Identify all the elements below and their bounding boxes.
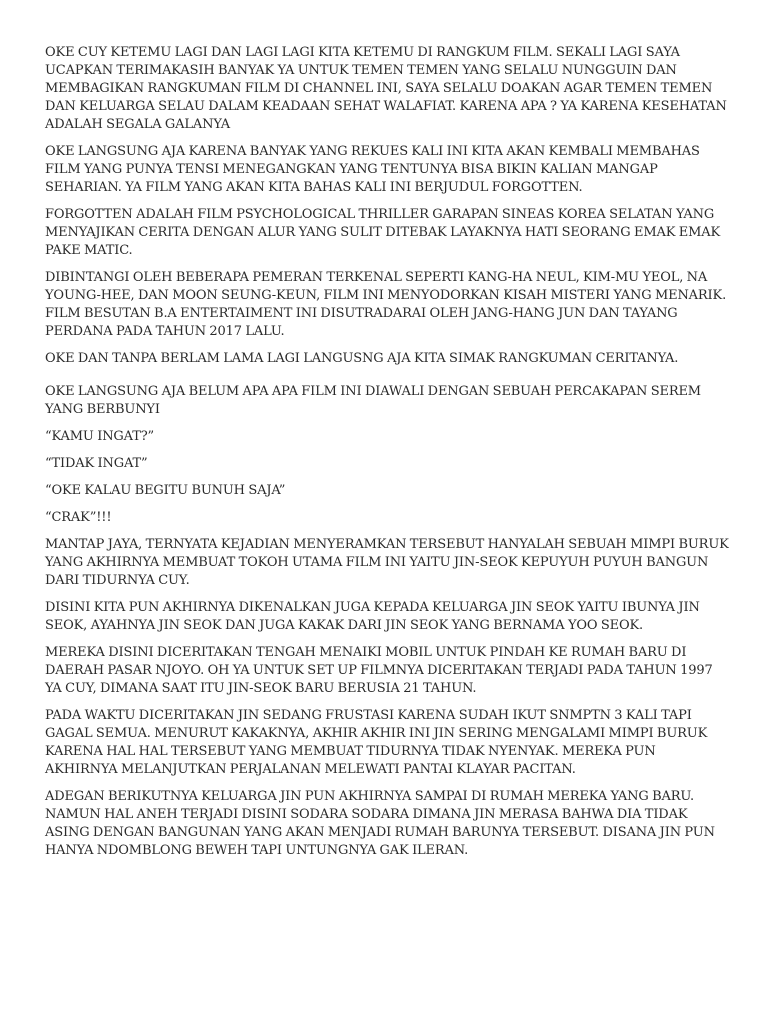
paragraph-request: OKE LANGSUNG AJA KARENA BANYAK YANG REKUES KALI INI KITA AKAN KEMBALI MEMBAHAS FILM YANG PUNYA TENSI MENEGANGKAN YANG TENTUNYA BISA BIKIN KALIAN MANGAP SEHARIAN. YA FILM YANG AKAN KITA BAHAS KALI INI BERJUDUL FORGOTTEN. xyxy=(45,144,700,195)
paragraph-arrival: ADEGAN BERIKUTNYA KELUARGA JIN PUN AKHIRNYA SAMPAI DI RUMAH MEREKA YANG BARU. NAMUN HAL ANEH TERJADI DISINI SODARA SODARA DIMANA JIN MERASA BAHWA DIA TIDAK ASING DENGAN BANGUNAN YANG AKAN MENJADI RUMAH BARUNYA TERSEBUT. DISANA JIN PUN HANYA NDOMBLONG BEWEH TAPI UNTUNGNYA GAK ILERAN. xyxy=(45,789,715,858)
dialogue-line-2: “TIDAK INGAT” xyxy=(45,456,148,471)
dialogue-line-3: “OKE KALAU BEGITU BUNUH SAJA” xyxy=(45,483,286,498)
paragraph-cast: DIBINTANGI OLEH BEBERAPA PEMERAN TERKENAL SEPERTI KANG-HA NEUL, KIM-MU YEOL, NA YOUNG-HEE, DAN MOON SEUNG-KEUN, FILM INI MENYODORKAN KISAH MISTERI YANG MENARIK. FILM BESUTAN B.A ENTERTAIMENT INI DISUTRADARAI OLEH JANG-HANG JUN DAN TAYANG PERDANA PADA TAHUN 2017 LALU. xyxy=(45,270,727,339)
paragraph-moving: MEREKA DISINI DICERITAKAN TENGAH MENAIKI MOBIL UNTUK PINDAH KE RUMAH BARU DI DAERAH PASAR NJOYO. OH YA UNTUK SET UP FILMNYA DICERITAKAN TERJADI PADA TAHUN 1997 YA CUY, DIMANA SAAT ITU JIN-SEOK BARU BERUSIA 21 TAHUN. xyxy=(45,645,713,696)
paragraph-intro: OKE CUY KETEMU LAGI DAN LAGI LAGI KITA KETEMU DI RANGKUM FILM. SEKALI LAGI SAYA UCAPKAN TERIMAKASIH BANYAK YA UNTUK TEMEN TEMEN YANG SELALU NUNGGUIN DAN MEMBAGIKAN RANGKUMAN FILM DI CHANNEL INI, SAYA SELALU DOAKAN AGAR TEMEN TEMEN DAN KELUARGA SELAU DALAM KEADAAN SEHAT WALAFIAT. KARENA APA ? YA KARENA KESEHATAN ADALAH SEGALA GALANYA xyxy=(45,45,727,132)
dialogue-line-1: “KAMU INGAT?” xyxy=(45,429,155,444)
document-page xyxy=(45,44,730,869)
paragraph-family: DISINI KITA PUN AKHIRNYA DIKENALKAN JUGA KEPADA KELUARGA JIN SEOK YAITU IBUNYA JIN SEOK, AYAHNYA JIN SEOK DAN JUGA KAKAK DARI JIN SEOK YANG BERNAMA YOO SEOK. xyxy=(45,600,700,633)
dialogue-line-4: “CRAK”!!! xyxy=(45,510,112,525)
paragraph-genre: FORGOTTEN ADALAH FILM PSYCHOLOGICAL THRILLER GARAPAN SINEAS KOREA SELATAN YANG MENYAJIKAN CERITA DENGAN ALUR YANG SULIT DITEBAK LAYAKNYA HATI SEORANG EMAK EMAK PAKE MATIC. xyxy=(45,207,721,258)
paragraph-start: OKE DAN TANPA BERLAM LAMA LAGI LANGUSNG AJA KITA SIMAK RANGKUMAN CERITANYA. xyxy=(45,351,679,366)
paragraph-frustration: PADA WAKTU DICERITAKAN JIN SEDANG FRUSTASI KARENA SUDAH IKUT SNMPTN 3 KALI TAPI GAGAL SEMUA. MENURUT KAKAKNYA, AKHIR AKHIR INI JIN SERING MENGALAMI MIMPI BURUK KARENA HAL HAL TERSEBUT YANG MEMBUAT TIDURNYA TIDAK NYENYAK. MEREKA PUN AKHIRNYA MELANJUTKAN PERJALANAN MELEWATI PANTAI KLAYAR PACITAN. xyxy=(45,708,708,777)
paragraph-opening: OKE LANGSUNG AJA BELUM APA APA FILM INI DIAWALI DENGAN SEBUAH PERCAKAPAN SEREM YANG BERBUNYI xyxy=(45,384,701,417)
paragraph-nightmare: MANTAP JAYA, TERNYATA KEJADIAN MENYERAMKAN TERSEBUT HANYALAH SEBUAH MIMPI BURUK YANG AKHIRNYA MEMBUAT TOKOH UTAMA FILM INI YAITU JIN-SEOK KEPUYUH PUYUH BANGUN DARI TIDURNYA CUY. xyxy=(45,537,729,588)
